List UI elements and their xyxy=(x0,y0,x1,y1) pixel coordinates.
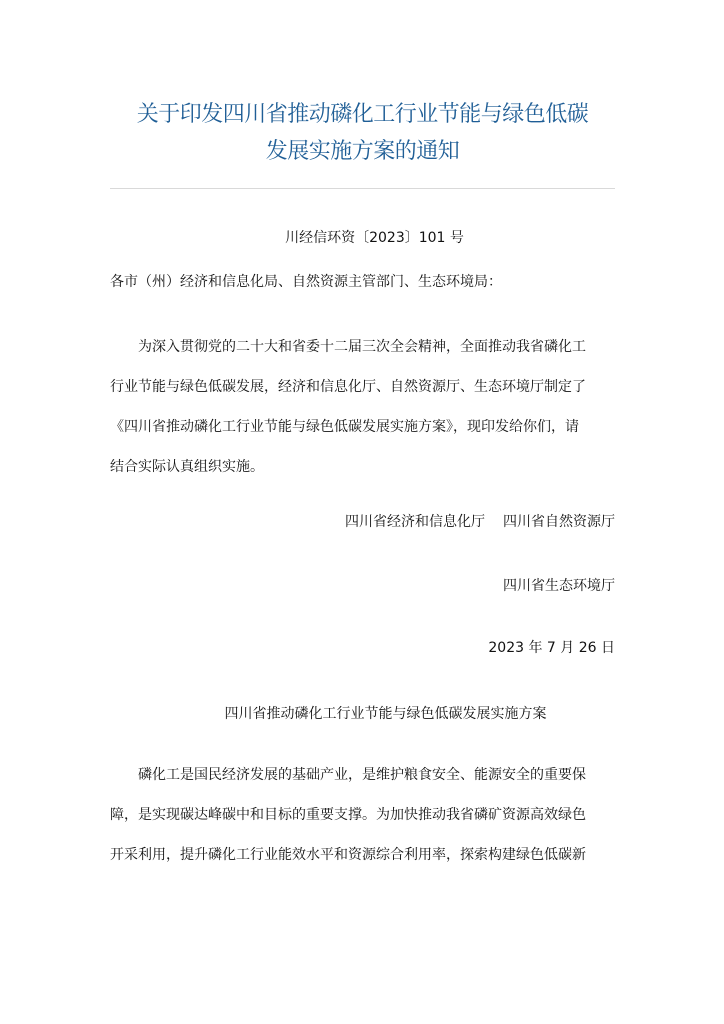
addressee: 各市（州）经济和信息化局、自然资源主管部门、生态环境局： xyxy=(110,274,502,290)
signatory-natural-resources: 四川省自然资源厅 xyxy=(503,514,615,530)
title-divider xyxy=(110,188,615,189)
notice-paragraph xyxy=(110,327,615,487)
document-number: 川经信环资〔2023〕101 号 xyxy=(285,230,464,246)
title-line-2: 发展实施方案的通知 xyxy=(265,139,460,164)
notice-line-3: 《四川省推动磷化工行业节能与绿色低碳发展实施方案》，现印发给你们，请 xyxy=(110,419,579,435)
signatory-economy: 四川省经济和信息化厅 xyxy=(345,514,485,530)
plan-line-1: 磷化工是国民经济发展的基础产业，是维护粮食安全、能源安全的重要保 xyxy=(138,767,586,783)
notice-line-2: 行业节能与绿色低碳发展，经济和信息化厅、自然资源厅、生态环境厅制定了 xyxy=(110,379,586,395)
notice-line-4: 结合实际认真组织实施。 xyxy=(110,459,264,475)
plan-title: 四川省推动磷化工行业节能与绿色低碳发展实施方案 xyxy=(224,706,547,722)
signatories-row xyxy=(110,512,615,532)
issue-date: 2023 年 7 月 26 日 xyxy=(488,640,615,656)
document-title xyxy=(110,96,615,170)
plan-paragraph xyxy=(110,755,615,875)
notice-line-1: 为深入贯彻党的二十大和省委十二届三次全会精神，全面推动我省磷化工 xyxy=(138,339,586,355)
title-line-1: 关于印发四川省推动磷化工行业节能与绿色低碳 xyxy=(136,102,589,127)
signatory-ecology: 四川省生态环境厅 xyxy=(503,578,615,594)
plan-line-2: 障，是实现碳达峰碳中和目标的重要支撑。为加快推动我省磷矿资源高效绿色 xyxy=(110,807,586,823)
plan-line-3: 开采利用，提升磷化工行业能效水平和资源综合利用率，探索构建绿色低碳新 xyxy=(110,847,586,863)
